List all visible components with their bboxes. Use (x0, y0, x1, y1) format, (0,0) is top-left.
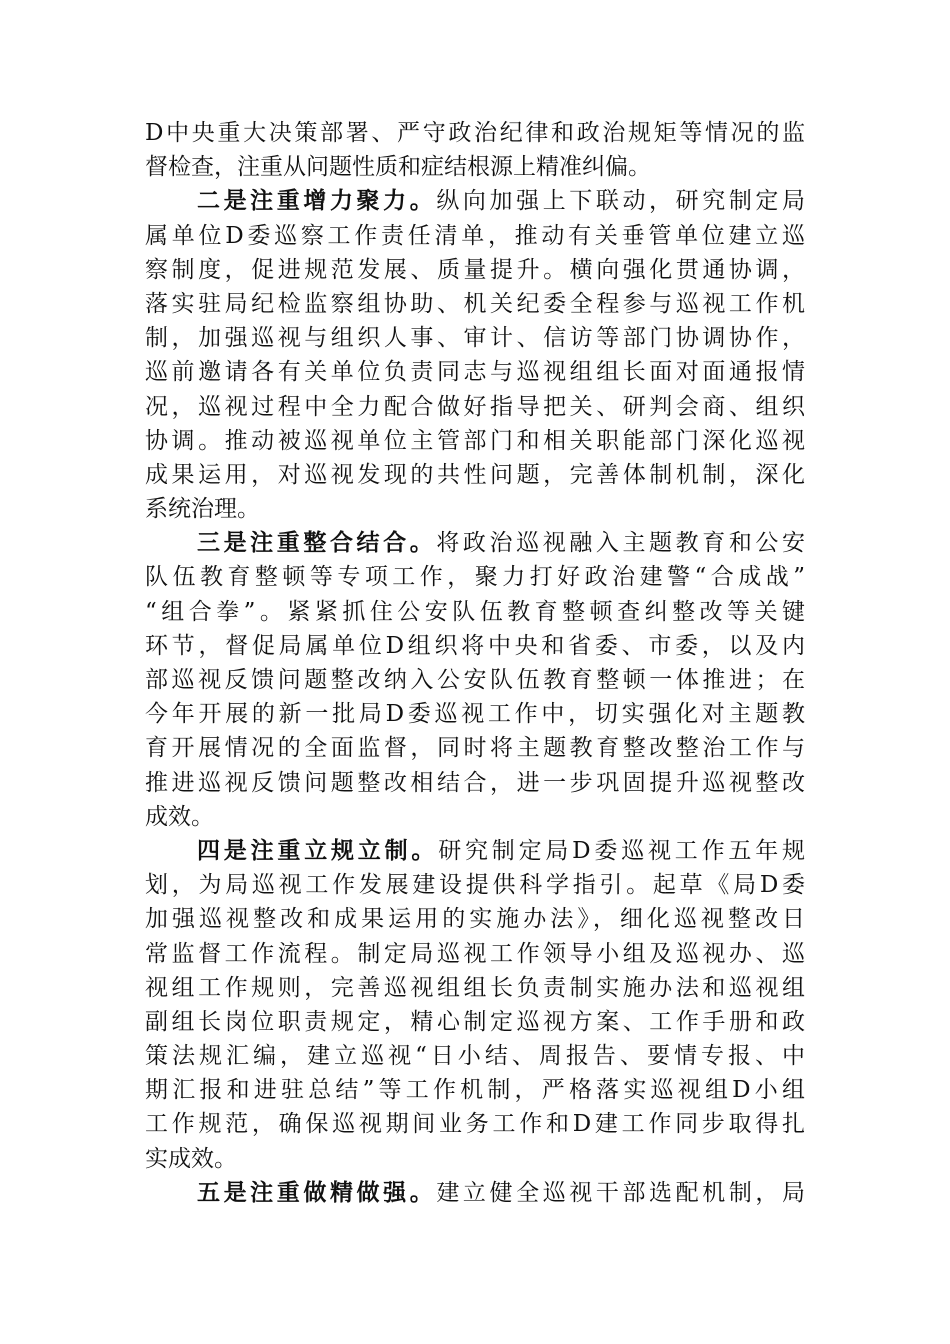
paragraph-text: 将政治巡视融入主题教育和公安 (436, 530, 806, 557)
paragraph-line: “组合拳”。紧紧抓住公安队伍教育整顿查纠整改等关键 (145, 598, 805, 625)
paragraph-line: 成果运用，对巡视发现的共性问题，完善体制机制，深化 (145, 461, 805, 488)
paragraph-line: 视组工作规则，完善巡视组组长负责制实施办法和巡视组 (145, 974, 805, 1001)
paragraph-text: 纵向加强上下联动，研究制定局 (436, 188, 806, 215)
paragraph-line: 属单位D委巡察工作责任清单，推动有关垂管单位建立巡 (145, 222, 805, 249)
paragraph-text: 建立健全巡视干部选配机制，局 (436, 1179, 806, 1206)
paragraph-line: 常监督工作流程。制定局巡视工作领导小组及巡视办、巡 (145, 940, 805, 967)
paragraph-line: 察制度，促进规范发展、质量提升。横向强化贯通协调， (145, 256, 805, 283)
paragraph-line: 况，巡视过程中全力配合做好指导把关、研判会商、组织 (145, 393, 805, 420)
paragraph-lead: 三是注重整合结合。 (197, 530, 437, 557)
paragraph-lead: 五是注重做精做强。 (197, 1179, 437, 1206)
intro-line: 督检查，注重从问题性质和症结根源上精准纠偏。 (145, 154, 651, 181)
intro-line: D中央重大决策部署、严守政治纪律和政治规矩等情况的监 (145, 120, 805, 146)
paragraph-text: 研究制定局D委巡视工作五年规 (438, 837, 805, 864)
paragraph-line: 划，为局巡视工作发展建设提供科学指引。起草《局D委 (145, 872, 805, 899)
paragraph-first-line (145, 1176, 805, 1210)
paragraph-line: 队伍教育整顿等专项工作，聚力打好政治建警“合成战” (145, 564, 805, 591)
paragraph-first-line (145, 184, 805, 218)
paragraph-line: 协调。推动被巡视单位主管部门和相关职能部门深化巡视 (145, 427, 805, 454)
paragraph-line: 系统治理。 (145, 496, 260, 523)
paragraph-line: 推进巡视反馈问题整改相结合，进一步巩固提升巡视整改 (145, 769, 805, 796)
paragraph-line: 策法规汇编，建立巡视“日小结、周报告、要情专报、中 (145, 1043, 805, 1070)
paragraph-line: 落实驻局纪检监察组协助、机关纪委全程参与巡视工作机 (145, 290, 805, 317)
paragraph-line: 部巡视反馈问题整改纳入公安队伍教育整顿一体推进；在 (145, 667, 805, 693)
paragraph-line: 制，加强巡视与组织人事、审计、信访等部门协调协作， (145, 325, 805, 352)
paragraph-line: 副组长岗位职责规定，精心制定巡视方案、工作手册和政 (145, 1008, 805, 1035)
paragraph-first-line (145, 834, 805, 868)
paragraph-line: 工作规范，确保巡视期间业务工作和D建工作同步取得扎 (145, 1111, 805, 1138)
paragraph-line: 实成效。 (145, 1145, 237, 1172)
paragraph-line: 育开展情况的全面监督，同时将主题教育整改整治工作与 (145, 735, 805, 762)
paragraph-lead: 二是注重增力聚力。 (197, 188, 437, 215)
paragraph-line: 今年开展的新一批局D委巡视工作中，切实强化对主题教 (145, 701, 805, 728)
document-page (145, 116, 805, 1210)
paragraph-line: 期汇报和进驻总结”等工作机制，严格落实巡视组D小组 (145, 1077, 805, 1104)
paragraph-lead: 四是注重立规立制。 (197, 837, 439, 864)
paragraph-line: 环节，督促局属单位D组织将中央和省委、市委，以及内 (145, 632, 805, 659)
paragraph-first-line (145, 526, 805, 560)
paragraph-line: 成效。 (145, 803, 214, 830)
paragraph-line: 加强巡视整改和成果运用的实施办法》，细化巡视整改日 (145, 906, 805, 933)
paragraph-line: 巡前邀请各有关单位负责同志与巡视组组长面对面通报情 (145, 359, 805, 386)
